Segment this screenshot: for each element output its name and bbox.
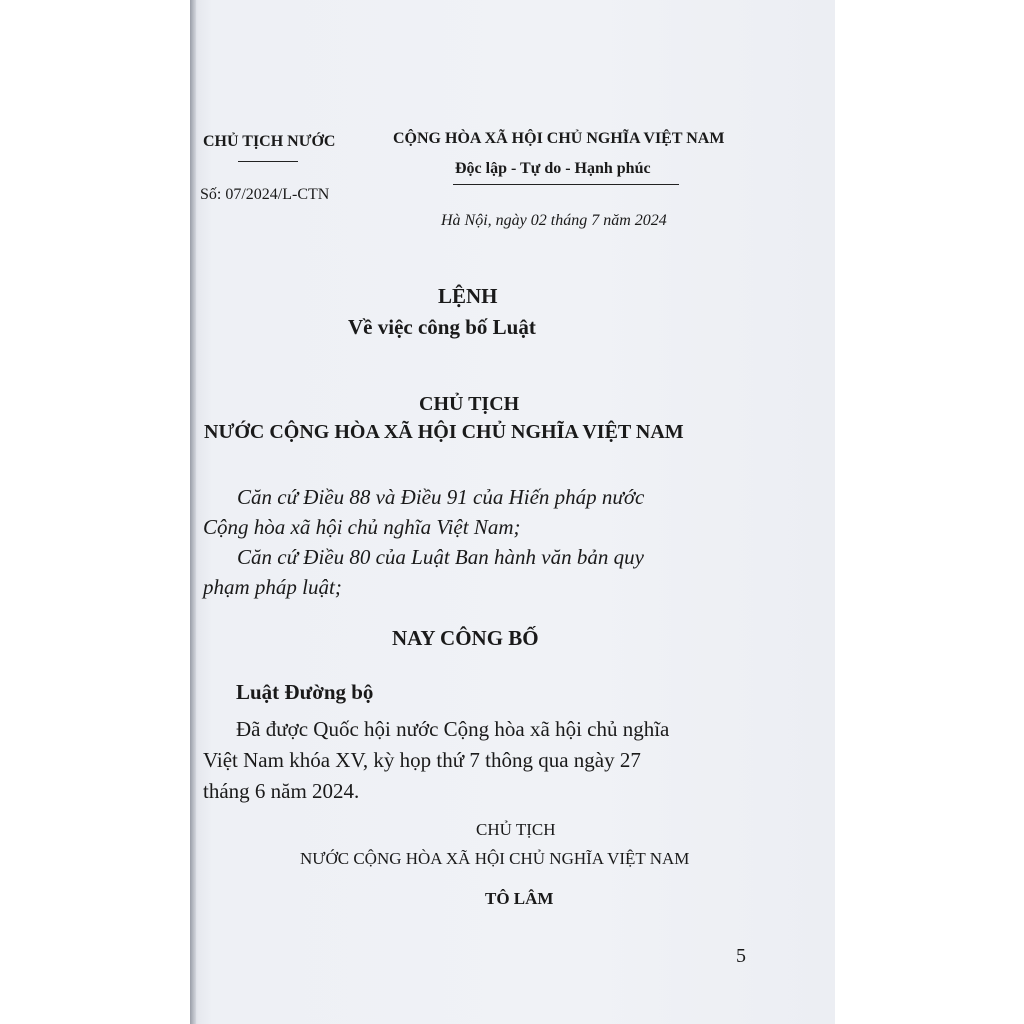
page-number: 5 [736,945,746,967]
nation-name: CỘNG HÒA XÃ HỘI CHỦ NGHĨA VIỆT NAM [393,130,725,147]
law-name: Luật Đường bộ [236,680,374,704]
authority-title: CHỦ TỊCH [419,393,520,415]
national-motto: Độc lập - Tự do - Hạnh phúc [455,160,651,177]
document-subject: Về việc công bố Luật [348,315,536,339]
promulgation-heading: NAY CÔNG BỐ [392,626,539,650]
basis-line-2: Cộng hòa xã hội chủ nghĩa Việt Nam; [203,515,521,539]
issuer-label: CHỦ TỊCH NƯỚC [203,133,336,150]
motto-underline [453,184,679,185]
authority-full-name: NƯỚC CỘNG HÒA XÃ HỘI CHỦ NGHĨA VIỆT NAM [204,421,684,443]
promulgation-body-line-1: Đã được Quốc hội nước Cộng hòa xã hội chủ nghĩa [236,717,670,741]
signer-office: NƯỚC CỘNG HÒA XÃ HỘI CHỦ NGHĨA VIỆT NAM [300,849,690,868]
book-spine-shadow [190,0,196,1024]
promulgation-body-line-3: tháng 6 năm 2024. [203,779,360,803]
signer-name: TÔ LÂM [485,889,554,908]
issuer-underline [238,161,298,162]
basis-line-4: phạm pháp luật; [203,575,342,599]
document-page [190,0,835,1024]
promulgation-body-line-2: Việt Nam khóa XV, kỳ họp thứ 7 thông qua ngày 27 [203,748,641,772]
signer-title: CHỦ TỊCH [476,820,556,839]
document-number: Số: 07/2024/L-CTN [200,186,330,203]
basis-line-3: Căn cứ Điều 80 của Luật Ban hành văn bản quy [237,545,644,569]
place-and-date: Hà Nội, ngày 02 tháng 7 năm 2024 [441,212,667,229]
document-type-title: LỆNH [438,284,498,308]
basis-line-1: Căn cứ Điều 88 và Điều 91 của Hiến pháp nước [237,485,645,509]
